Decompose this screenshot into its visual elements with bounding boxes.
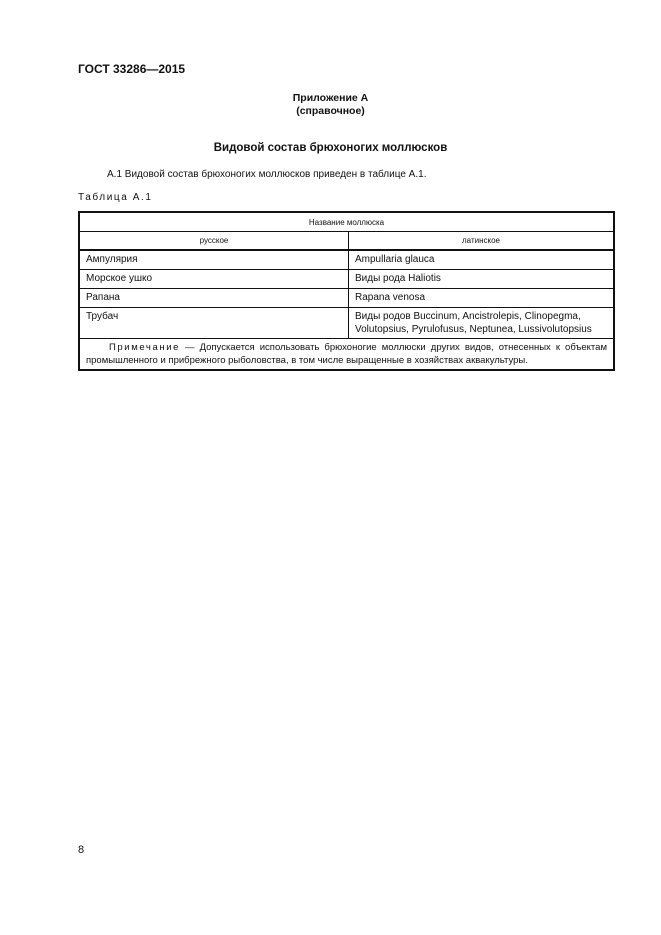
cell-latin: Виды родов Buccinum, Ancistrolepis, Clinopegma, Volutopsius, Pyrulofusus, Neptunea, Lussivolutopsius [349, 308, 615, 339]
section-title: Видовой состав брюхоногих моллюсков [213, 142, 448, 154]
table-note [79, 339, 614, 371]
note-text: — Допускается использовать брюхоногие моллюски других видов, отнесенных к объектам промышленного и прибрежного рыболовства, в том числе выращенные в хозяйствах аквакультуры. [86, 342, 607, 366]
table-row [79, 250, 614, 270]
table-subheader-row [79, 232, 614, 251]
header-mollusk-name: Название моллюска [79, 212, 614, 232]
annex-heading [0, 92, 661, 118]
page-number: 8 [78, 844, 85, 856]
intro-paragraph: А.1 Видовой состав брюхоногих моллюсков приведен в таблице А.1. [107, 169, 427, 180]
table-header-row [79, 212, 614, 232]
standard-header: ГОСТ 33286—2015 [78, 62, 186, 76]
cell-latin: Ampullaria glauca [349, 250, 615, 270]
table-row [79, 308, 614, 339]
table-row [79, 270, 614, 289]
cell-latin: Виды рода Haliotis [349, 270, 615, 289]
note-label: Примечание [109, 342, 180, 353]
table-note-row [79, 339, 614, 371]
table-label: Таблица А.1 [78, 192, 153, 203]
cell-latin: Rapana venosa [349, 289, 615, 308]
species-table [78, 211, 615, 371]
cell-russian: Рапана [79, 289, 349, 308]
header-latin: латинское [349, 232, 615, 251]
cell-russian: Морское ушко [79, 270, 349, 289]
cell-russian: Трубач [79, 308, 349, 339]
table-row [79, 289, 614, 308]
header-russian: русское [79, 232, 349, 251]
annex-title: Приложение А [292, 92, 369, 104]
cell-russian: Ампулярия [79, 250, 349, 270]
annex-status: (справочное) [296, 105, 365, 117]
